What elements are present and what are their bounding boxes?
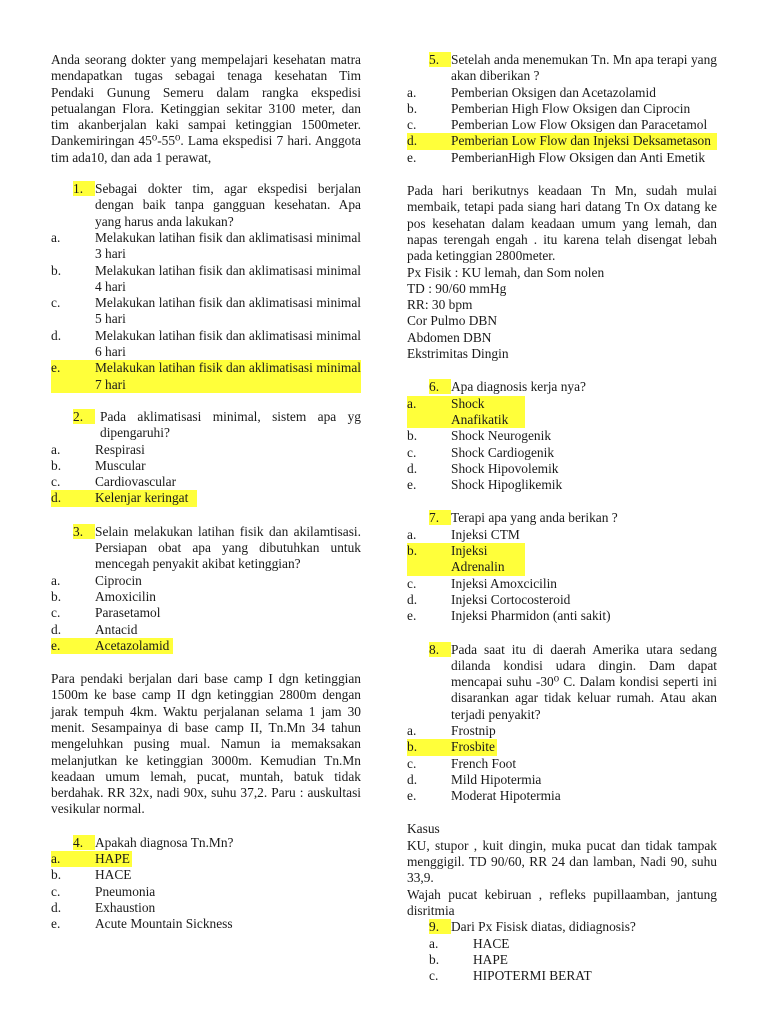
exam-line: Cor Pulmo DBN: [407, 313, 498, 329]
exam-line: Px Fisik : KU lemah, dan Som nolen: [407, 264, 605, 280]
question-9: [407, 919, 717, 984]
option: d. Exhaustion: [51, 899, 156, 915]
question-1: [51, 181, 361, 393]
left-column: [51, 52, 361, 933]
question-4: [51, 835, 361, 933]
question-7: [407, 510, 717, 624]
case-paragraph-4a: KU, stupor , kuit dingin, muka pucat dan tidak tampak menggigil. TD 90/60, RR 24 dan lamban, Nadi 90, suhu 33,9.: [407, 837, 717, 886]
question-3: [51, 524, 361, 654]
exam-line: Ekstrimitas Dingin: [407, 346, 509, 362]
option: b. Melakukan latihan fisik dan aklimatisasi minimal 4 hari: [51, 262, 361, 294]
option: a. Respirasi: [51, 441, 145, 457]
case-paragraph-4b: Wajah pucat kebiruan , refleks pupillaamban, jantung disritmia: [407, 886, 717, 918]
option: c. Melakukan latihan fisik dan aklimatisasi minimal 5 hari: [51, 295, 361, 327]
right-column: [407, 52, 717, 984]
option: a. Melakukan latihan fisik dan aklimatisasi minimal 3 hari: [51, 229, 361, 262]
case-paragraph-3: Pada hari berikutnys keadaan Tn Mn, sudah mulai membaik, tetapi pada siang hari datang Tn Ox datang ke pos kesehatan dalam keadaan umum yang lemah, dan napas terengah engah . itu karena telah disengat lebah pada ketinggian 2800meter.: [407, 183, 717, 264]
intro-paragraph: Anda seorang dokter yang mempelajari kesehatan matra mendapatkan tugas sebagai tenaga kesehatan Tim Pendaki Gunung Semeru dalam rangka ekspedisi petualangan Flora. Ketinggian sekitar 3100 meter, dan tim akanberjalan kaki sampai ketinggian 1500meter. Dankemiringan 45⁰-55⁰. Lama ekspedisi 7 hari. Anggota tim ada10, dan ada 1 perawat,: [51, 52, 361, 165]
option: c. Cardiovascular: [51, 474, 177, 490]
option: b. HACE: [51, 867, 132, 883]
option-highlighted: b. Frosbite: [407, 739, 497, 755]
question-text: Dari Px Fisisk diatas, didiagnosis?: [451, 919, 636, 935]
option: b. Shock Neurogenik: [407, 428, 552, 444]
option: d. Melakukan latihan fisik dan aklimatisasi minimal 6 hari: [51, 327, 361, 360]
exam-line: Abdomen DBN: [407, 329, 492, 345]
option: b. Amoxicilin: [51, 588, 156, 604]
option: c. French Foot: [407, 755, 517, 771]
question-number: 6.: [429, 379, 451, 394]
exam-line: RR: 30 bpm: [407, 297, 473, 313]
question-number: 8.: [429, 642, 451, 657]
question-number: 7.: [429, 510, 451, 525]
option: a. Ciprocin: [51, 572, 142, 588]
case-title: Kasus: [407, 821, 440, 837]
exam-line: TD : 90/60 mmHg: [407, 280, 507, 296]
option-highlighted: a. HAPE: [51, 851, 132, 867]
question-2: [51, 409, 361, 507]
option: b. HAPE: [429, 951, 508, 967]
question-6: [407, 379, 717, 493]
option: a. Frostnip: [407, 722, 496, 738]
option: c. Pemberian Low Flow Oksigen dan Paracetamol: [407, 117, 708, 133]
option: a. Pemberian Oksigen dan Acetazolamid: [407, 84, 656, 100]
question-text: Pada aklimatisasi minimal, sistem apa yg dipengaruhi?: [100, 408, 361, 441]
case-paragraph-2: Para pendaki berjalan dari base camp I dgn ketinggian 1500m ke base camp II dgn ketinggian 2800m dengan jarak tempuh 4km. Waktu perjalanan selama 1 jam 30 menit. Sesampainya di base camp II, Tn.Mn 34 tahun mengeluhkan pusing mual. Namun ia memaksakan melanjutkan ke ketinggian 3000m. Kemudian Tn.Mn keadaan umum lemah, pucat, muntah, batuk tidak berdahak. RR 32x, nadi 90x, suhu 37,2. Paru : auskultasi vesikular normal.: [51, 671, 361, 817]
option: c. Pneumonia: [51, 883, 156, 899]
question-number: 1.: [73, 181, 95, 196]
option: c. HIPOTERMI BERAT: [429, 968, 592, 984]
question-text: Pada saat itu di daerah Amerika utara sedang dilanda kondisi udara dingin. Dam dapat mencapai suhu -30⁰ C. Dalam kondisi seperti ini disarankan agar tidak keluar rumah. Atau akan terjadi penyakit?: [451, 641, 717, 722]
option: b. Pemberian High Flow Oksigen dan Ciprocin: [407, 100, 691, 116]
question-number: 3.: [73, 524, 95, 539]
option: e. Moderat Hipotermia: [407, 788, 561, 804]
question-number: 4.: [73, 835, 95, 850]
question-text: Apa diagnosis kerja nya?: [451, 379, 586, 395]
option: c. Shock Cardiogenik: [407, 444, 555, 460]
physical-exam-list: [407, 265, 717, 363]
question-text: Selain melakukan latihan fisik dan akilamtisasi. Persiapan obat apa yang dibutuhkan untuk mencegah penyakit akibat ketinggian?: [95, 523, 361, 572]
option: d. Injeksi Cortocosteroid: [407, 591, 571, 607]
option: e. Acute Mountain Sickness: [51, 916, 233, 932]
question-text: Terapi apa yang anda berikan ?: [451, 510, 618, 526]
option: d. Mild Hipotermia: [407, 771, 542, 787]
option-highlighted: a. Shock Anafikatik: [407, 396, 525, 429]
option-highlighted: b. Injeksi Adrenalin: [407, 543, 525, 576]
option: e. Shock Hipoglikemik: [407, 477, 563, 493]
question-number: 9.: [429, 919, 451, 934]
option: a. HACE: [429, 935, 510, 951]
question-text: Setelah anda menemukan Tn. Mn apa terapi yang akan diberikan ?: [451, 52, 717, 84]
option: e. Injeksi Pharmidon (anti sakit): [407, 608, 611, 624]
option: a. Injeksi CTM: [407, 526, 520, 542]
option-highlighted: d. Pemberian Low Flow dan Injeksi Deksametason: [407, 133, 717, 149]
option: c. Parasetamol: [51, 605, 161, 621]
option: d. Shock Hipovolemik: [407, 460, 559, 476]
option: c. Injeksi Amoxcicilin: [407, 575, 557, 591]
question-5: [407, 52, 717, 166]
question-8: [407, 642, 717, 805]
option: b. Muscular: [51, 457, 146, 473]
option: e. PemberianHigh Flow Oksigen dan Anti Emetik: [407, 149, 706, 165]
question-text: Sebagai dokter tim, agar ekspedisi berjalan dengan baik tanpa gangguan kesehatan. Apa yang harus anda lakukan?: [95, 181, 361, 229]
option-highlighted: e. Acetazolamid: [51, 638, 173, 654]
question-number: 5.: [429, 52, 451, 67]
question-number: 2.: [73, 409, 95, 424]
option-highlighted: e. Melakukan latihan fisik dan aklimatisasi minimal 7 hari: [51, 360, 361, 392]
question-text: Apakah diagnosa Tn.Mn?: [95, 834, 234, 850]
option-highlighted: d. Kelenjar keringat: [51, 490, 197, 506]
option: d. Antacid: [51, 621, 138, 637]
